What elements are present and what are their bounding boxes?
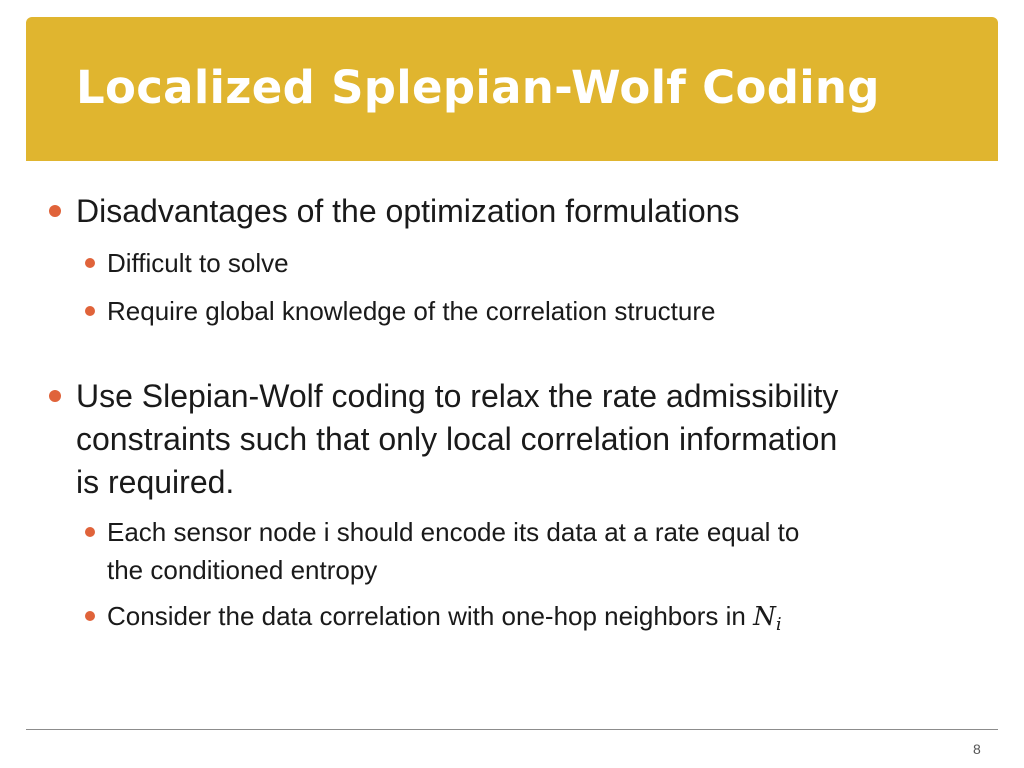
bullet-text-line: constraints such that only local correlation information [76,421,838,457]
sub-bullet-sensor-node [107,513,957,589]
bullet-dot-icon [49,205,61,217]
bullet-disadvantages [76,190,976,233]
sub-bullet-text: Consider the data correlation with one-hop neighbors in [107,601,754,631]
sub-bullet-text-line: the conditioned entropy [107,555,378,585]
math-base: N [753,602,776,632]
sub-bullet-difficult [107,244,957,282]
title-bar [26,17,998,161]
bullet-dot-icon [49,390,61,402]
footer-divider [26,729,998,730]
bullet-dot-icon [85,306,95,316]
bullet-text: Disadvantages of the optimization formulations [76,193,740,229]
bullet-text-line: Use Slepian-Wolf coding to relax the rate admissibility [76,378,839,414]
slide-title: Localized Splepian-Wolf Coding [76,61,880,114]
sub-bullet-text: Difficult to solve [107,248,289,278]
sub-bullet-text: Require global knowledge of the correlation structure [107,296,716,326]
sub-bullet-text-line: Each sensor node i should encode its data at a rate equal to [107,517,800,547]
bullet-slepian-wolf [76,375,976,504]
page-number: 8 [973,741,981,757]
bullet-dot-icon [85,527,95,537]
math-subscript: i [775,614,782,635]
sub-bullet-global-knowledge [107,292,957,330]
bullet-text-line: is required. [76,464,235,500]
math-neighbor-set [753,602,782,635]
bullet-dot-icon [85,611,95,621]
sub-bullet-one-hop [107,597,957,644]
bullet-dot-icon [85,258,95,268]
